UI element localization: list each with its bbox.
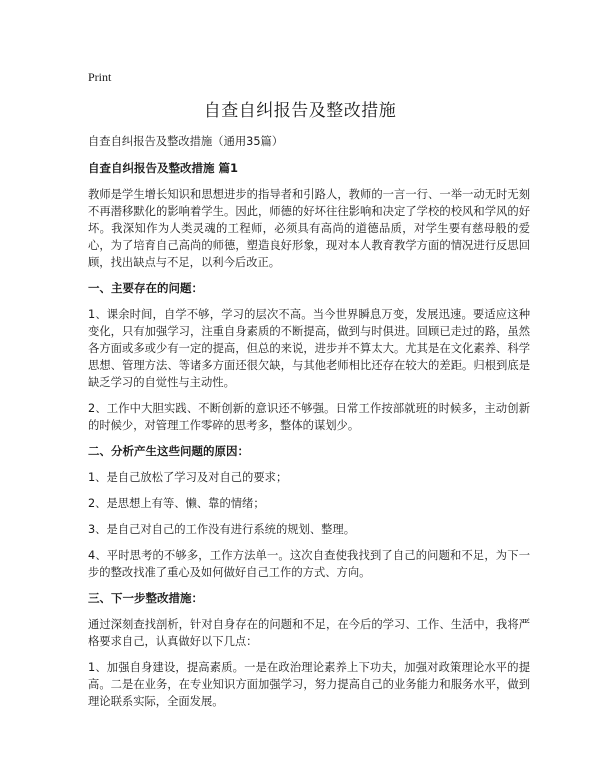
intro-paragraph: 教师是学生增长知识和思想进步的指导者和引路人，教师的一言一行、一举一动无时无刻不再潜移默化的影响着学生。因此，师德的好坏往往影响和决定了学校的校风和学风的好坏。我深知作为人类灵魂的工程师，必须具有高尚的道德品质，对学生要有慈母般的爱心，为了培育自己高尚的师德，塑造良好形象，现对本人教育教学方面的情况进行反思回顾，找出缺点与不足，以利今后改正。 xyxy=(88,188,530,269)
paragraph-cause-4: 4、平时思考的不够多，工作方法单一。这次自查使我找到了自己的问题和不足，为下一步的整改找准了重心及如何做好自己工作的方式、方向。 xyxy=(88,549,530,579)
paragraph-cause-3: 3、是自己对自己的工作没有进行系统的规划、整理。 xyxy=(88,523,356,536)
document-body xyxy=(88,133,530,719)
paragraph-cause-2: 2、是思想上有等、懒、靠的情绪； xyxy=(88,497,265,510)
heading-problems: 一、主要存在的问题： xyxy=(88,281,203,295)
paragraph-problem-2: 2、工作中大胆实践、不断创新的意识还不够强。日常工作按部就班的时候多，主动创新的时候少，对管理工作零碎的思考多，整体的谋划少。 xyxy=(88,402,530,432)
heading-measures: 三、下一步整改措施： xyxy=(88,591,203,605)
paragraph-cause-1: 1、是自己放松了学习及对自己的要求； xyxy=(88,471,288,484)
heading-causes: 二、分析产生这些问题的原因： xyxy=(88,444,249,458)
paragraph-measures-intro: 通过深刻查找剖析，针对自身存在的问题和不足，在今后的学习、工作、生活中，我将严格要求自己，认真做好以下几点： xyxy=(88,618,530,648)
paragraph-problem-1: 1、课余时间，自学不够，学习的层次不高。当今世界瞬息万变，发展迅速。要适应这种变化，只有加强学习，注重自身素质的不断提高，做到与时俱进。回顾已走过的路，虽然各方面或多或少有一定的提高，但总的来说，进步并不算太大。尤其是在文化素养、科学思想、管理方法、等诸多方面还很欠缺，与其他老师相比还存在较大的差距。归根到底是缺乏学习的自觉性与主动性。 xyxy=(88,308,530,389)
print-link[interactable]: Print xyxy=(88,70,112,84)
page-title: 自查自纠报告及整改措施 xyxy=(203,101,397,121)
document-subtitle: 自查自纠报告及整改措施（通用35篇） xyxy=(88,135,284,148)
section-heading: 自查自纠报告及整改措施 篇1 xyxy=(88,161,239,175)
paragraph-measure-1: 1、加强自身建设，提高素质。一是在政治理论素养上下功夫，加强对政策理论水平的提高。二是在业务，在专业知识方面加强学习，努力提高自己的业务能力和服务水平，做到理论联系实际，全面发展。 xyxy=(88,661,530,708)
